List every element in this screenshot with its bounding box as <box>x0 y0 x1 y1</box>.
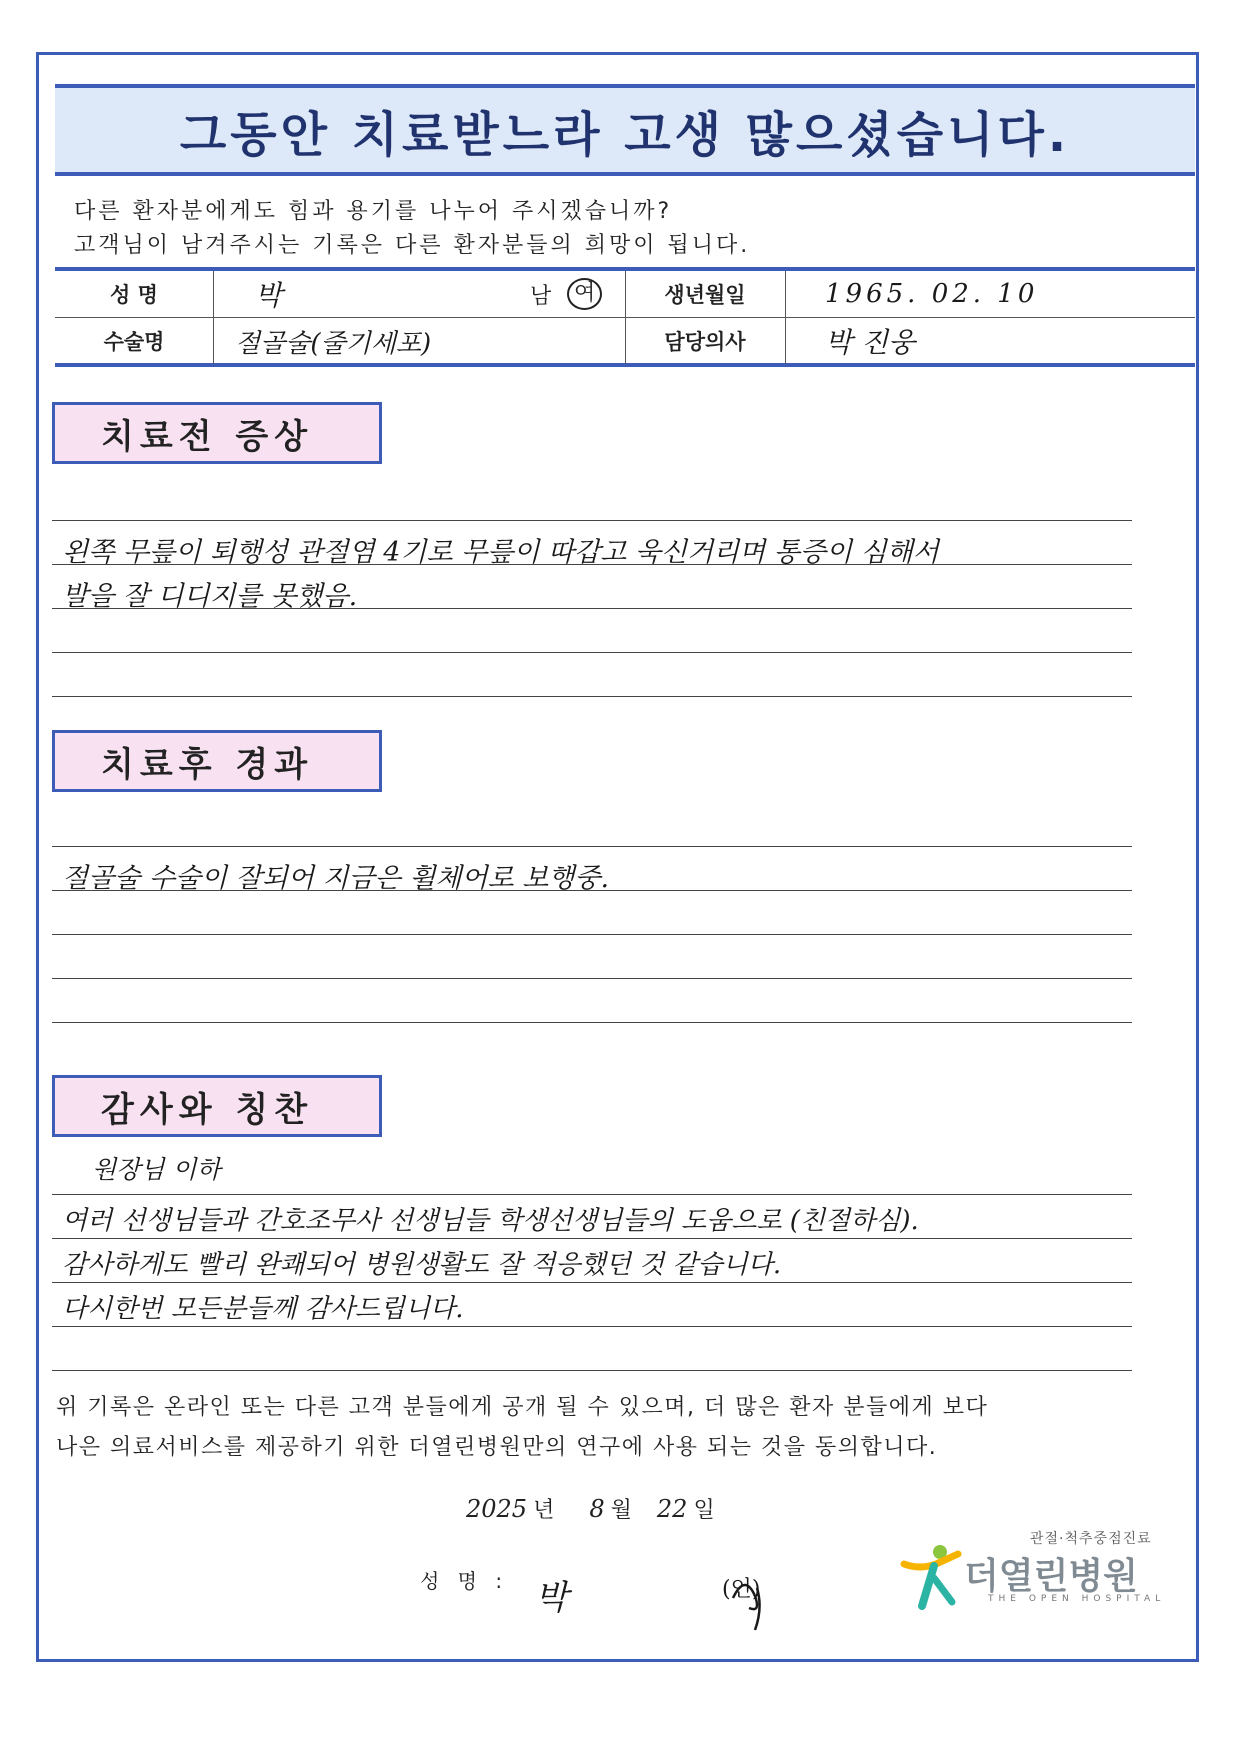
thanks-text-line-4: 다시한번 모든분들께 감사드립니다. <box>62 1294 464 1324</box>
doctor-label: 담당의사 <box>664 330 746 354</box>
surgery-label: 수술명 <box>103 330 165 354</box>
doctor-value: 박 진웅 <box>825 326 916 359</box>
section-heading-after: 치료후 경과 <box>52 730 382 792</box>
intro-line-2: 고객님이 남겨주시는 기록은 다른 환자분들의 희망이 됩니다. <box>74 233 751 258</box>
thanks-text-line-2: 여러 선생님들과 간호조무사 선생님들 학생선생님들의 도움으로 (친절하심). <box>62 1206 919 1236</box>
birth-label: 생년월일 <box>664 283 746 307</box>
page-title: 그동안 치료받느라 고생 많으셨습니다. <box>179 106 1071 163</box>
signature-label: 성 명 : <box>420 1569 509 1593</box>
info-row-1 <box>55 271 1195 318</box>
signature-scribble <box>725 1568 771 1638</box>
consent-line-1: 위 기록은 온라인 또는 다른 고객 분들에게 공개 될 수 있으며, 더 많은 환자 분들에게 보다 <box>56 1395 989 1420</box>
gender-circle-mark: 여 <box>567 278 602 310</box>
consent-line-2: 나은 의료서비스를 제공하기 위한 더열린병원만의 연구에 사용 되는 것을 동의합니다. <box>56 1435 938 1460</box>
after-text-line-1: 절골술 수술이 잘되어 지금은 휠체어로 보행중. <box>62 863 610 894</box>
section-heading-before: 치료전 증상 <box>52 402 382 464</box>
before-text-line-1: 왼쪽 무릎이 퇴행성 관절염 4기로 무릎이 따갑고 욱신거리며 통증이 심해서 <box>62 537 939 568</box>
surgery-value: 절골술(줄기세포) <box>235 328 432 359</box>
hospital-logo <box>898 1528 1188 1618</box>
signature-seal: (인) <box>722 1577 761 1602</box>
gender-female <box>567 271 602 317</box>
date-line <box>460 1493 715 1524</box>
date-day: 22 <box>656 1495 688 1523</box>
patient-info-table <box>55 267 1195 367</box>
birth-value: 1965. 02. 10 <box>825 279 1039 309</box>
name-value: 박 <box>255 279 283 312</box>
info-row-2 <box>55 318 1195 364</box>
name-label: 성 명 <box>110 283 158 307</box>
gender-male: 남 <box>530 283 552 309</box>
logo-tagline: 관절·척추중점진료 <box>1030 1531 1152 1547</box>
date-day-unit: 일 <box>693 1498 715 1523</box>
date-month-unit: 월 <box>610 1498 632 1523</box>
date-year: 2025 <box>466 1495 528 1523</box>
date-month: 8 <box>589 1495 605 1523</box>
logo-figure-icon <box>900 1542 962 1612</box>
before-text-line-2: 발을 잘 디디지를 못했음. <box>62 581 358 612</box>
title-banner <box>55 84 1195 176</box>
date-year-unit: 년 <box>533 1498 555 1523</box>
thanks-text-line-3: 감사하게도 빨리 완쾌되어 병원생활도 잘 적응했던 것 같습니다. <box>62 1250 782 1280</box>
logo-name: 더열린병원 <box>964 1556 1138 1597</box>
intro-line-1: 다른 환자분에게도 힘과 용기를 나누어 주시겠습니까? <box>74 199 673 224</box>
signature-name: 박 <box>535 1578 568 1618</box>
thanks-text-line-1: 원장님 이하 <box>92 1155 221 1184</box>
section-heading-thanks: 감사와 칭찬 <box>52 1075 382 1137</box>
logo-english: THE OPEN HOSPITAL <box>988 1594 1166 1604</box>
